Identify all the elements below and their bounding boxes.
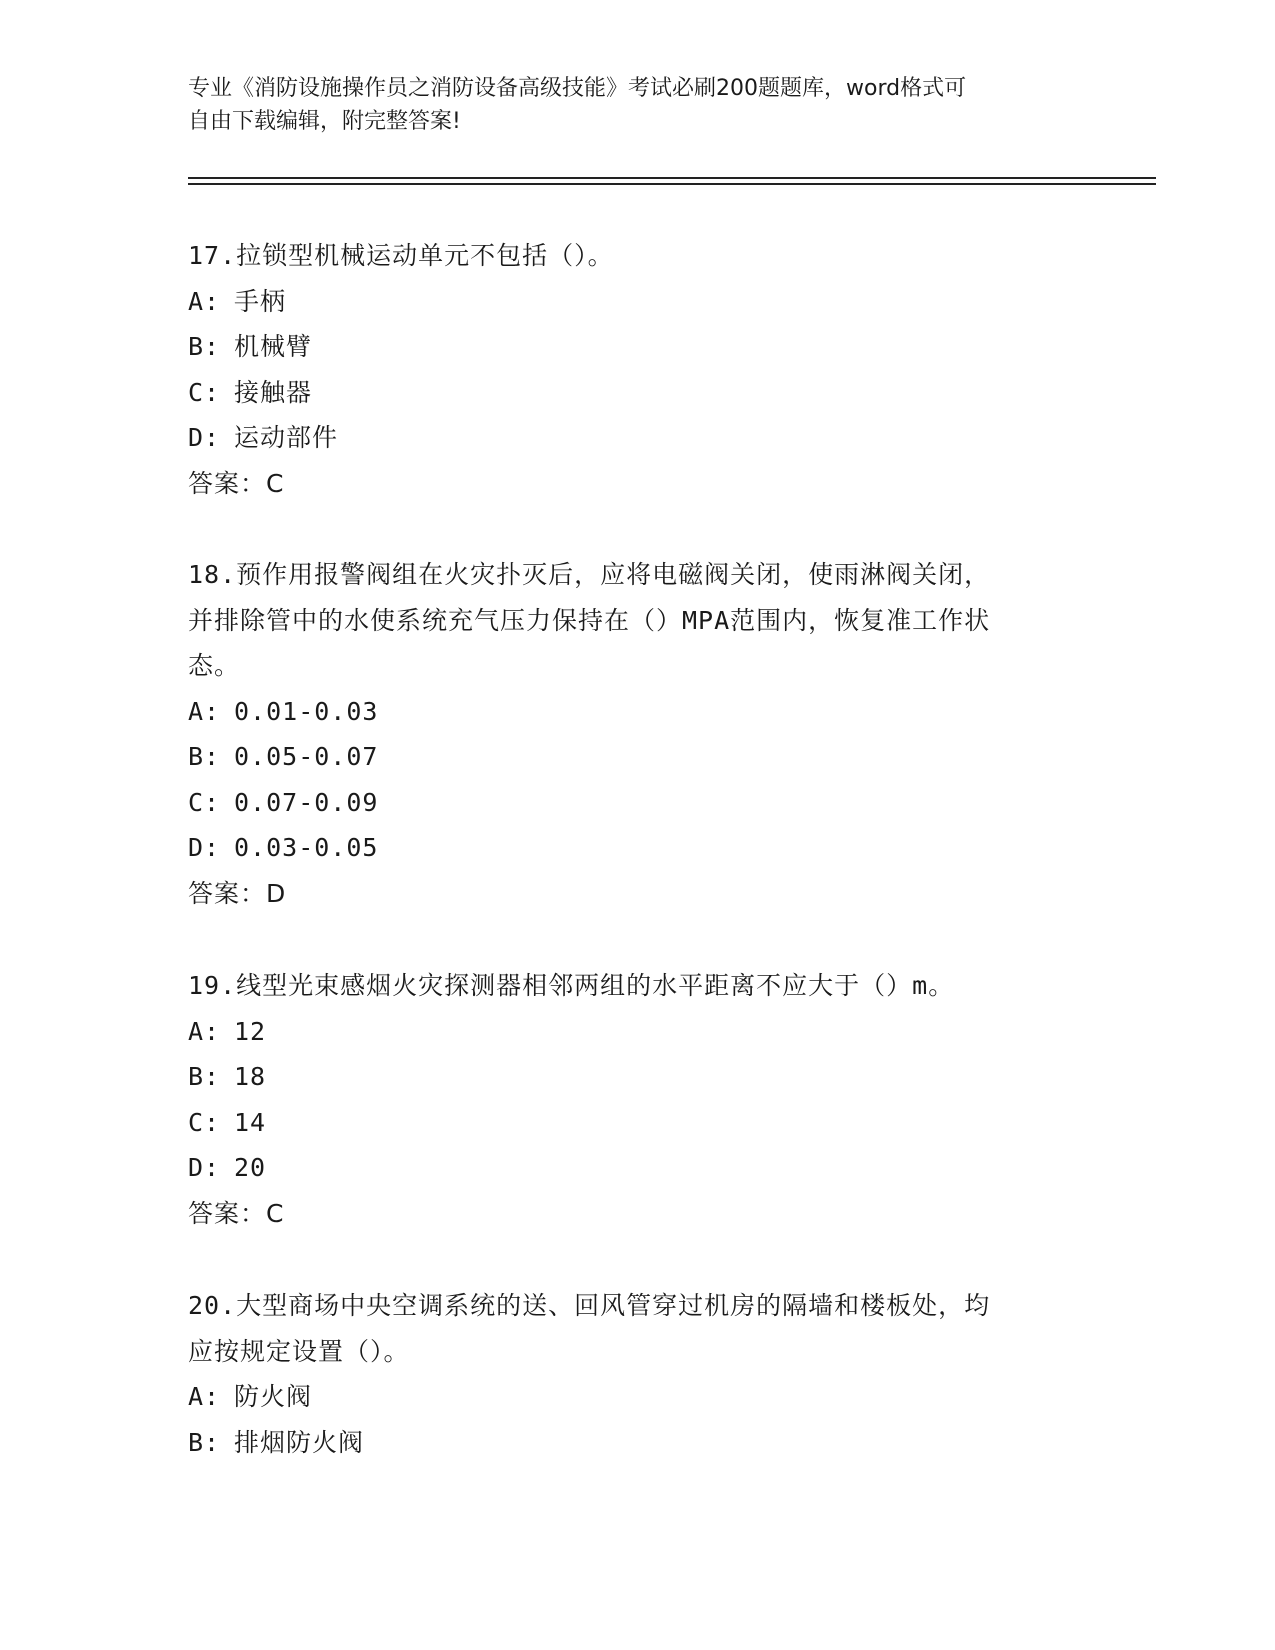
option-text: 0.05-0.07 <box>234 742 379 771</box>
option-key: C: <box>188 787 221 817</box>
option-key: B: <box>188 742 221 771</box>
option-d <box>188 1145 1088 1191</box>
option-b <box>188 1420 1088 1466</box>
question-stem: 19.线型光束感烟火灾探测器相邻两组的水平距离不应大于（）m。 <box>188 971 955 1000</box>
option-b <box>188 734 1088 780</box>
question-stem-line-1: 18.预作用报警阀组在火灾扑灭后，应将电磁阀关闭，使雨淋阀关闭， <box>188 560 991 589</box>
question-stem-line-1: 20.大型商场中央空调系统的送、回风管穿过机房的隔墙和楼板处，均 <box>188 1291 991 1320</box>
option-a <box>188 279 1088 325</box>
option-key: B: <box>188 1062 221 1091</box>
option-a <box>188 1374 1088 1420</box>
question-stem-line-3: 态。 <box>188 651 241 680</box>
option-key: B: <box>188 332 221 361</box>
option-c <box>188 780 1088 826</box>
option-c <box>188 370 1088 416</box>
option-key: C: <box>188 1107 221 1137</box>
question-19 <box>188 963 1088 1236</box>
option-text: 手柄 <box>234 286 287 316</box>
option-key: C: <box>188 377 221 407</box>
question-stem-line-2: 并排除管中的水使系统充气压力保持在（）MPA范围内，恢复准工作状 <box>188 605 991 635</box>
header-line-2: 自由下载编辑，附完整答案! <box>188 109 461 134</box>
option-text: 运动部件 <box>234 423 339 452</box>
option-a <box>188 1009 1088 1055</box>
header-divider-bottom <box>188 183 1156 185</box>
option-text: 0.03-0.05 <box>234 833 379 862</box>
option-text: 20 <box>234 1153 267 1182</box>
option-key: B: <box>188 1427 221 1457</box>
question-17 <box>188 233 1088 506</box>
option-c <box>188 1100 1088 1146</box>
option-text: 机械臂 <box>234 332 313 361</box>
option-key: A: <box>188 1016 221 1046</box>
option-key: D: <box>188 1153 221 1182</box>
option-text: 防火阀 <box>234 1382 313 1411</box>
option-text: 18 <box>234 1062 267 1091</box>
question-18 <box>188 552 1088 916</box>
option-text: 0.07-0.09 <box>234 787 379 817</box>
option-text: 排烟防火阀 <box>234 1427 365 1457</box>
answer-line: 答案：C <box>188 468 285 498</box>
document-header <box>188 72 1068 138</box>
option-b <box>188 1054 1088 1100</box>
question-stem: 17.拉锁型机械运动单元不包括（）。 <box>188 241 614 270</box>
option-key: D: <box>188 833 221 862</box>
header-line-1: 专业《消防设施操作员之消防设备高级技能》考试必刷200题题库，word格式可 <box>188 76 967 101</box>
option-d <box>188 825 1088 871</box>
option-b <box>188 324 1088 370</box>
option-a <box>188 689 1088 735</box>
option-key: D: <box>188 423 221 452</box>
option-text: 14 <box>234 1107 267 1137</box>
option-text: 0.01-0.03 <box>234 696 379 726</box>
option-text: 接触器 <box>234 377 313 407</box>
option-text: 12 <box>234 1016 267 1046</box>
question-stem-line-2: 应按规定设置（）。 <box>188 1336 410 1366</box>
option-key: A: <box>188 286 221 316</box>
answer-line: 答案：D <box>188 878 287 908</box>
header-divider-top <box>188 177 1156 179</box>
option-key: A: <box>188 696 221 726</box>
question-20 <box>188 1283 1088 1465</box>
option-key: A: <box>188 1382 221 1411</box>
option-d <box>188 415 1088 461</box>
answer-line: 答案：C <box>188 1198 285 1228</box>
